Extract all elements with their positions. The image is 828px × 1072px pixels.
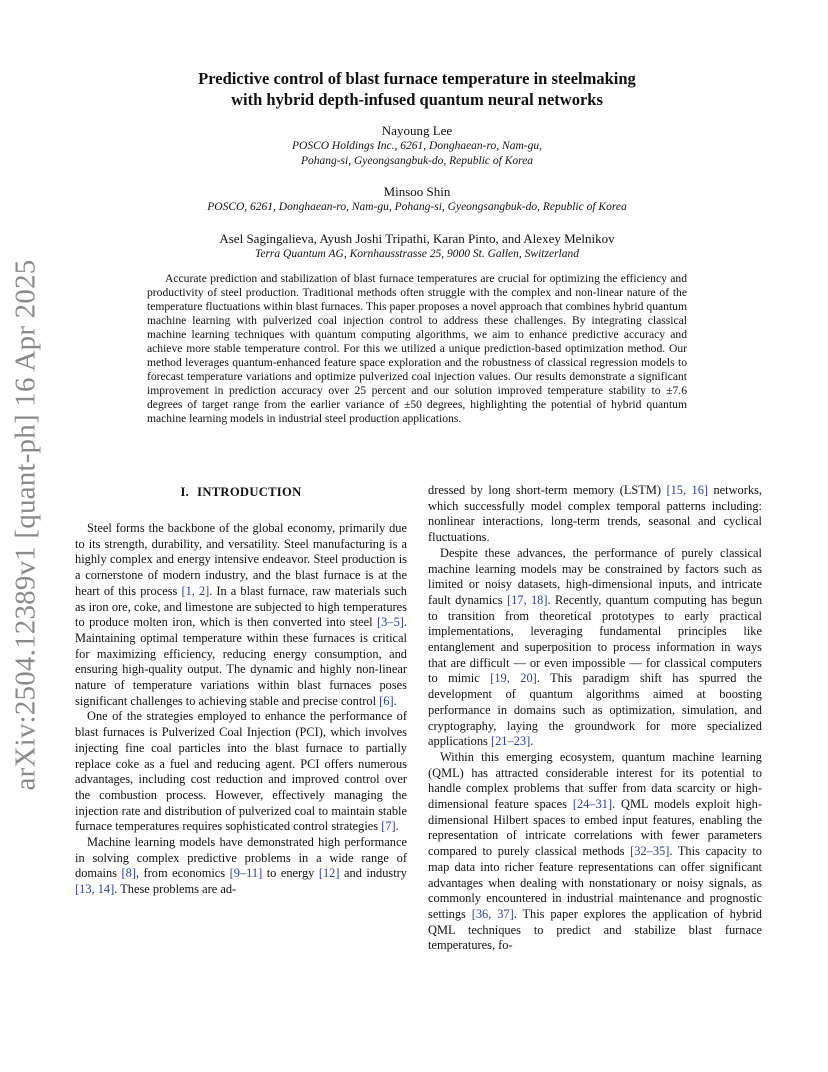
body-text: .: [530, 734, 534, 749]
author-name: Nayoung Lee: [381, 123, 453, 138]
right-column: [428, 483, 762, 954]
author-block-1: [120, 122, 714, 169]
section-heading: [75, 483, 407, 501]
body-text: .: [395, 819, 399, 834]
body-text: Machine learning models have demonstrated high performance in solving complex predictive problems in a wide range of domains: [75, 835, 407, 881]
citation-link[interactable]: [19, 20]: [490, 671, 537, 686]
author-affiliation: POSCO Holdings Inc., 6261, Donghaean-ro, Nam-gu,: [291, 140, 542, 152]
citation-link[interactable]: [1, 2]: [181, 583, 210, 598]
author-affiliation: POSCO, 6261, Donghaean-ro, Nam-gu, Pohang-si, Gyeongsangbuk-do, Republic of Korea: [207, 201, 627, 213]
citation-link[interactable]: [9–11]: [229, 866, 263, 881]
body-paragraph: [75, 835, 407, 898]
body-text: dressed by long short-term memory (LSTM): [428, 483, 667, 497]
right-column-body: [428, 483, 762, 954]
citation-link[interactable]: [3–5]: [377, 615, 404, 630]
body-paragraph: [428, 483, 762, 546]
section-number: I.: [180, 485, 190, 499]
body-text: . QML models exploit high-dimensional Hilbert spaces to embed input features, enabling the representation of intricate correlations with fewer parameters compared to purely classical methods: [428, 797, 762, 859]
citation-link[interactable]: [21–23]: [490, 734, 531, 749]
body-text: to energy: [262, 866, 319, 881]
citation-link[interactable]: [13, 14]: [75, 882, 115, 897]
body-text: and industry: [339, 866, 408, 881]
body-paragraph: [428, 750, 762, 954]
body-text: networks, which successfully model complex temporal patterns including: nonlinear interactions, long-term trends, seasonal and cyclical fluctuations.: [428, 483, 762, 545]
body-text: . This paradigm shift has spurred the development of quantum algorithms aimed at boosting performance in domains such as optimization, simulation, and cryptography, laying the groundwork for more specialized applications: [428, 671, 762, 749]
left-column: [75, 483, 407, 898]
body-paragraph: [75, 709, 407, 835]
body-paragraph: [428, 546, 762, 750]
author-affiliation: Terra Quantum AG, Kornhausstrasse 25, 9000 St. Gallen, Switzerland: [255, 248, 579, 260]
body-text: . This capacity to map data into richer feature representations can offer significant advantages when dealing with nonstationary or noisy signals, as commonly encountered in industrial maintenance and prognostic settings: [428, 844, 763, 921]
abstract: Accurate prediction and stabilization of blast furnace temperatures are crucial for optimizing the efficiency and productivity of steel production. Traditional methods often struggle with the complex and non-linear nature of the temperature fluctuations within blast furnaces. This paper proposes a novel approach that combines hybrid quantum machine learning with pulverized coal injection control to address these challenges. By integrating classical machine learning techniques with quantum computing algorithms, we aim to enhance predictive accuracy and achieve more stable temperature control. For this we utilized a unique prediction-based optimization method. Our method leverages quantum-enhanced feature space exploration and the robustness of classical regression models to forecast temperature variations and optimize pulverized coal injection values. Our results demonstrate a significant improvement in prediction accuracy over 25 percent and our solution improved temperature stability to ±7.6 degrees of target range from the earlier variance of ±50 degrees, highlighting the potential of hybrid quantum machine learning models in industrial steel production applications.: [147, 272, 687, 425]
arxiv-side-stamp: [8, 259, 44, 791]
body-text: . Maintaining optimal temperature within these furnaces is critical for maximizing efficiency, reducing energy consumption, and ensuring high-quality output. The dynamic and highly non-linear nature of temperature variations within blast furnaces poses significant challenges to achieving stable and precise control: [75, 615, 407, 708]
citation-link[interactable]: [8]: [121, 866, 136, 881]
body-text: Within this emerging ecosystem, quantum machine learning (QML) has attracted considerable interest for its potential to handle complex problems that suffer from data scarcity or high-dimensional feature spaces: [428, 749, 762, 812]
author-name: Asel Sagingalieva, Ayush Joshi Tripathi, Karan Pinto, and Alexey Melnikov: [219, 231, 615, 246]
title-line-2: with hybrid depth-infused quantum neural networks: [231, 90, 603, 109]
body-text: .: [393, 693, 397, 708]
author-block-3: [120, 230, 714, 262]
body-text: , from economics: [135, 866, 230, 881]
citation-link[interactable]: [7]: [381, 819, 396, 834]
title-line-1: Predictive control of blast furnace temperature in steelmaking: [198, 69, 636, 88]
body-paragraph: [75, 521, 407, 709]
citation-link[interactable]: [17, 18]: [506, 592, 548, 607]
citation-link[interactable]: [12]: [318, 866, 340, 881]
citation-link[interactable]: [32–35]: [630, 844, 670, 859]
citation-link[interactable]: [6]: [379, 693, 394, 708]
body-text: . Recently, quantum computing has begun to transition from theoretical prototypes to early practical implementations, leveraging fundamental principles like entanglement and superposition to process information in ways that are difficult — or even impossible — for classical computers to mimic: [428, 592, 763, 686]
body-text: Despite these advances, the performance of purely classical machine learning models may be constrained by factors such as limited or noisy datasets, high-dimensional inputs, and intricate fault dynamics: [428, 545, 762, 607]
paper-title: [120, 68, 714, 110]
author-block-2: [120, 183, 714, 215]
body-text: Steel forms the backbone of the global economy, primarily due to its strength, durability, and versatility. Steel manufacturing is a highly complex and energy intensive endeavor. Steel production is a cornerstone of modern industry, and the blast furnace is at the heart of this process: [75, 521, 407, 598]
citation-link[interactable]: [24–31]: [572, 797, 613, 812]
body-text: . This paper explores the application of hybrid QML techniques to predict and stabilize blast furnace temperatures, fo-: [428, 906, 763, 953]
body-text: . In a blast furnace, raw materials such as iron ore, coke, and limestone are subjected to high temperatures to produce molten iron, which is then converted into steel: [75, 583, 407, 630]
arxiv-identifier: arXiv:2504.12389v1 [quant-ph] 16 Apr 2025: [9, 259, 42, 791]
citation-link[interactable]: [36, 37]: [471, 906, 514, 921]
citation-link[interactable]: [15, 16]: [666, 483, 709, 497]
body-text: One of the strategies employed to enhance the performance of blast furnaces is Pulverized Coal Injection (PCI), which involves injecting fine coal particles into the blast furnace to partially replace coke as a fuel and reducing agent. PCI offers numerous advantages, including cost reduction and improved control over the combustion process. However, effectively managing the injection rate and distribution of pulverized coal to maintain stable furnace temperatures requires sophisticated control strategies: [75, 709, 407, 834]
author-affiliation: Pohang-si, Gyeongsangbuk-do, Republic of Korea: [300, 155, 534, 167]
body-text: . These problems are ad-: [114, 882, 237, 897]
section-title: INTRODUCTION: [197, 485, 302, 499]
author-name: Minsoo Shin: [383, 184, 451, 199]
left-column-body: [75, 521, 407, 898]
